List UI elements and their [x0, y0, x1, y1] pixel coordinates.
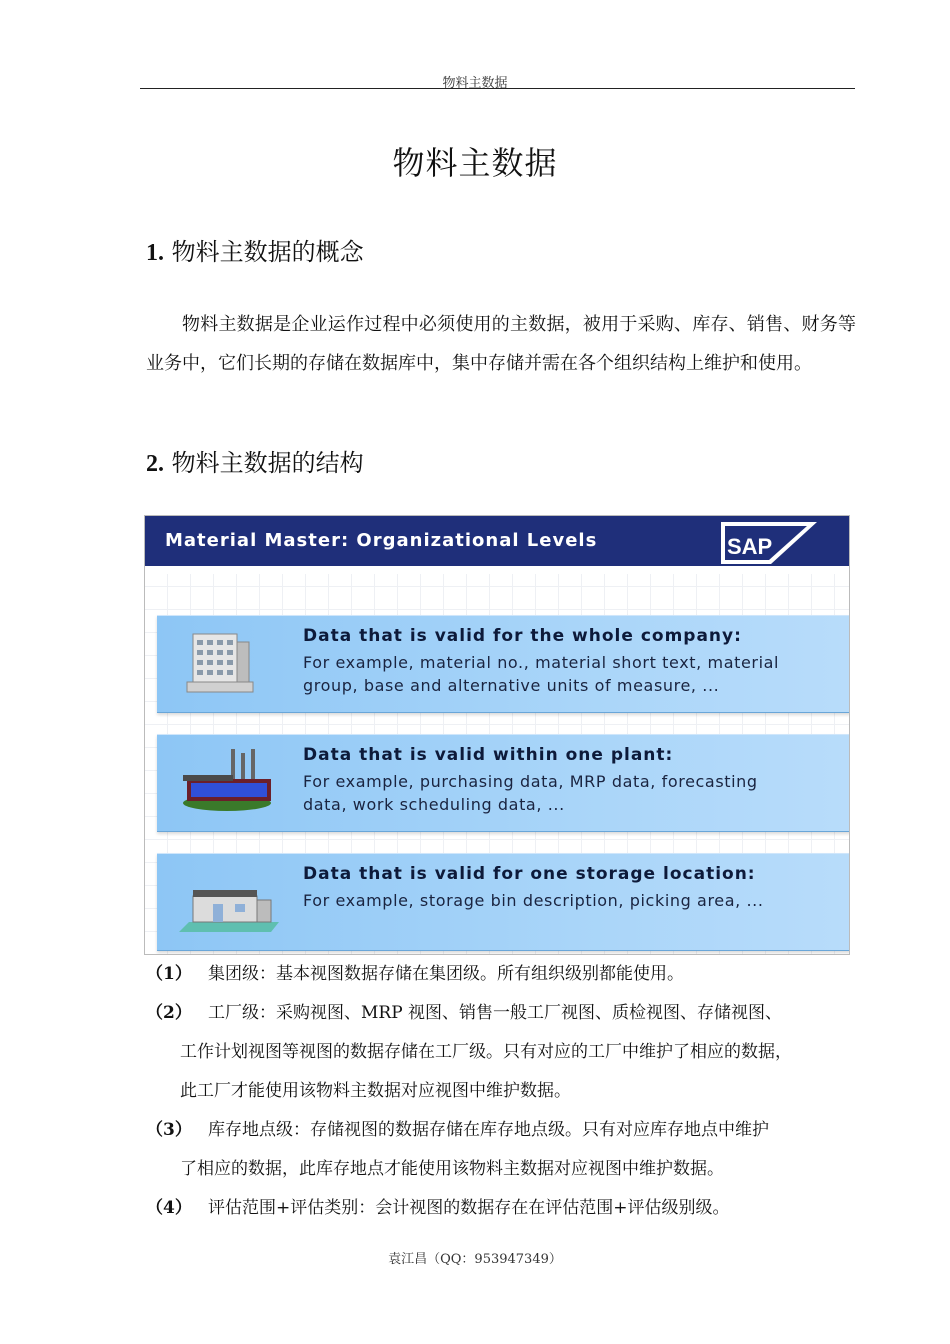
note-text: 库存地点级：存储视图的数据存储在库存地点级。只有对应库存地点中维护 [208, 1120, 769, 1140]
level-band-plant [157, 734, 850, 832]
level-band-storage [157, 853, 850, 951]
note-item-4 [146, 1189, 858, 1228]
page-footer: 袁江昌（QQ：953947349） [388, 1252, 562, 1267]
note-continuation: 此工厂才能使用该物料主数据对应视图中维护数据。 [180, 1081, 571, 1101]
level-band-company [157, 615, 850, 713]
note-label: （2） [146, 1003, 192, 1023]
note-item-3 [146, 1111, 858, 1189]
level-title: Data that is valid for one storage location: [303, 864, 756, 884]
section-title: 物料主数据的概念 [171, 238, 364, 266]
level-desc-line: For example, storage bin description, picking area, ... [303, 891, 764, 910]
figure-titlebar [145, 516, 849, 566]
section-heading-1 [146, 232, 364, 267]
intro-paragraph: 物料主数据是企业运作过程中必须使用的主数据，被用于采购、库存、销售、财务等业务中，它们长期的存储在数据库中，集中存储并需在各个组织结构上维护和使用。 [146, 314, 856, 374]
section-number: 2. [146, 451, 164, 477]
level-title: Data that is valid within one plant: [303, 745, 674, 765]
page-header: 物料主数据 [442, 76, 508, 91]
level-title: Data that is valid for the whole company: [303, 626, 742, 646]
level-desc-line: group, base and alternative units of measure, ... [303, 676, 720, 695]
note-label: （1） [146, 964, 192, 984]
header-rule [140, 88, 855, 89]
level-desc-line: For example, material no., material short text, material [303, 653, 780, 672]
figure-title: Material Master: Organizational Levels [165, 530, 598, 551]
note-continuation: 了相应的数据，此库存地点才能使用该物料主数据对应视图中维护数据。 [180, 1159, 724, 1179]
note-text: 集团级：基本视图数据存储在集团级。所有组织级别都能使用。 [208, 964, 684, 984]
note-label: （3） [146, 1120, 192, 1140]
warehouse-icon [179, 864, 279, 940]
org-levels-figure [144, 515, 850, 955]
level-description [303, 651, 823, 697]
section-title: 物料主数据的结构 [171, 449, 364, 477]
sap-logo [721, 518, 817, 564]
section-number: 1. [146, 240, 164, 266]
document-title: 物料主数据 [392, 144, 558, 182]
note-item-2 [146, 994, 858, 1111]
factory-plant-icon [179, 745, 279, 817]
sap-logo-text: SAP [727, 534, 773, 559]
note-text: 评估范围+评估类别：会计视图的数据存在在评估范围+评估级别级。 [208, 1198, 730, 1218]
figure-strip [145, 566, 849, 574]
level-description [303, 889, 823, 912]
section-heading-2 [146, 443, 364, 478]
level-desc-line: data, work scheduling data, ... [303, 795, 565, 814]
note-item-1 [146, 955, 858, 994]
note-continuation: 工作计划视图等视图的数据存储在工厂级。只有对应的工厂中维护了相应的数据， [180, 1042, 792, 1062]
level-description [303, 770, 823, 816]
note-label: （4） [146, 1198, 192, 1218]
level-desc-line: For example, purchasing data, MRP data, forecasting [303, 772, 758, 791]
office-building-icon [179, 626, 259, 698]
note-text: 工厂级：采购视图、MRP 视图、销售一般工厂视图、质检视图、存储视图、 [208, 1003, 783, 1023]
